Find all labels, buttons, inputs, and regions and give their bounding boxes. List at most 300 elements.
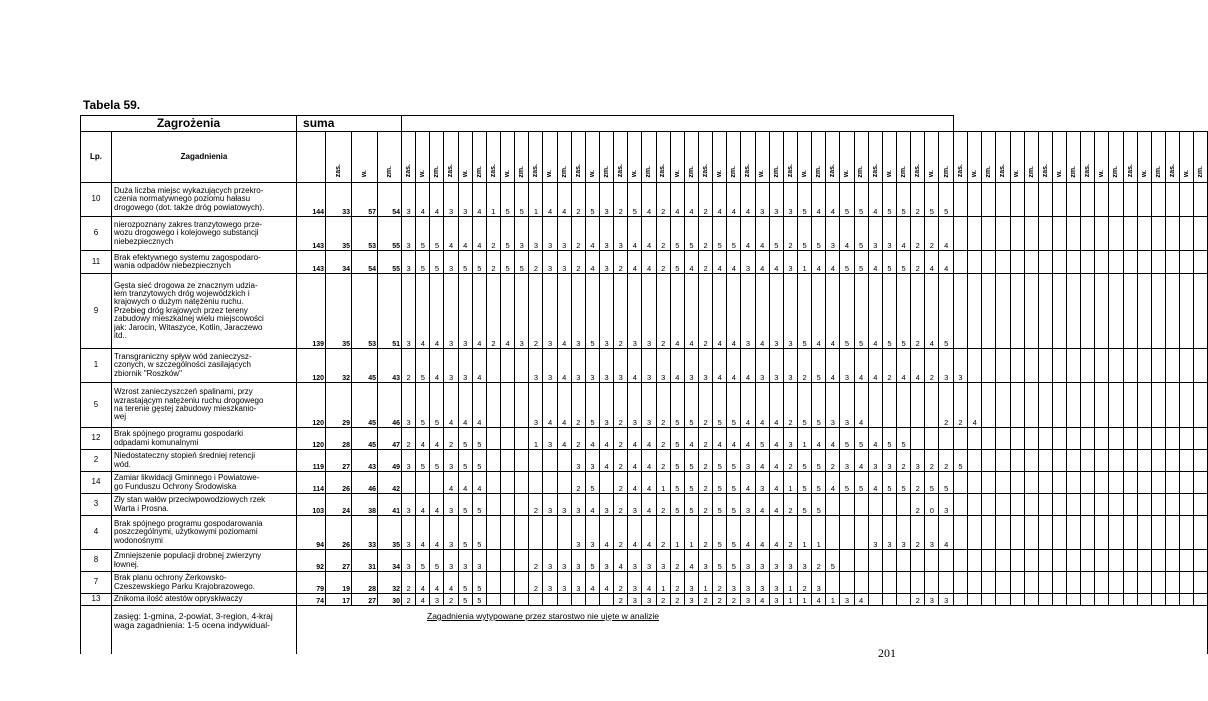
header-score-51-label: zas. [1126,164,1134,178]
row-score-27: 3 [783,550,797,572]
header-score-26-label: zm. [772,165,780,178]
row-score-6: 2 [486,274,500,349]
row-score-5: 5 [472,572,486,594]
row-text: Zły stan wałów przeciwpowodziowych rzek Warta i Prosna. [112,494,297,516]
row-score-3: 2 [444,594,458,606]
row-score-20: 4 [684,251,698,274]
row-score-18: 1 [656,572,670,594]
row-score-42 [996,472,1010,494]
row-score-24: 4 [741,428,755,450]
row-score-12: 2 [571,428,585,450]
row-score-5: 5 [472,516,486,550]
row-score-51 [1123,572,1137,594]
row-score-24: 4 [741,217,755,251]
row-score-47 [1067,251,1081,274]
row-score-12: 3 [571,516,585,550]
row-score-33: 3 [868,516,882,550]
row-score-34 [882,572,896,594]
row-suma-0: 120 [297,349,326,383]
row-score-51 [1123,349,1137,383]
header-score-40-label: w. [970,170,978,178]
row-text: Zamiar likwidacji Gminnego i Powiatowe- go Funduszu Ochrony Środowiska [112,472,297,494]
row-score-28: 5 [798,494,812,516]
row-score-18: 2 [656,428,670,450]
legend-zasieg: zasięg: 1-gmina, 2-powiat, 3-region, 4-kraj [114,611,273,621]
row-score-42 [996,383,1010,428]
header-score-34 [882,132,896,183]
header-blank [402,116,954,132]
row-score-30: 4 [826,251,840,274]
row-suma-2: 45 [352,383,378,428]
row-text: Znikoma ilość atestów opryskiwaczy [112,594,297,606]
row-score-44 [1024,251,1038,274]
row-score-32: 4 [854,594,868,606]
row-score-55 [1180,349,1194,383]
row-score-31 [840,494,854,516]
row-lp: 14 [81,472,112,494]
row-score-11: 3 [557,251,571,274]
row-score-8 [515,550,529,572]
row-score-29: 1 [812,516,826,550]
row-score-22: 4 [713,251,727,274]
row-score-30: 3 [826,217,840,251]
header-score-18-label: zas. [659,164,667,178]
row-score-39 [953,274,967,349]
row-score-29: 5 [812,472,826,494]
header-score-35-label: zm. [899,165,907,178]
header-suma-0 [326,132,352,183]
row-score-3: 4 [444,383,458,428]
header-score-45 [1038,132,1052,183]
row-score-51 [1123,383,1137,428]
row-score-49 [1095,349,1109,383]
row-score-19: 5 [670,217,684,251]
header-score-36 [911,132,925,183]
row-suma-2: 54 [352,251,378,274]
row-score-20: 1 [684,516,698,550]
row-score-13: 4 [585,494,599,516]
row-score-32: 5 [854,472,868,494]
row-score-8: 3 [515,217,529,251]
row-score-34: 5 [882,274,896,349]
row-score-41 [982,550,996,572]
row-score-15: 2 [614,516,628,550]
row-score-2: 4 [430,428,444,450]
legend-waga: waga zagadnienia: 1-5 ocena indywidual- [114,619,270,630]
row-score-43 [1010,594,1024,606]
row-score-16: 4 [628,251,642,274]
row-score-1: 5 [416,217,430,251]
row-score-1: 4 [416,274,430,349]
row-score-15: 2 [614,183,628,217]
row-score-53 [1151,251,1165,274]
row-score-3: 3 [444,349,458,383]
row-score-8 [515,428,529,450]
row-score-13: 3 [585,450,599,472]
row-score-28: 5 [798,217,812,251]
row-score-56 [1194,217,1208,251]
row-score-43 [1010,550,1024,572]
row-score-52 [1137,494,1151,516]
row-suma-1: 34 [326,251,352,274]
header-score-9-label: zas. [532,164,540,178]
row-score-53 [1151,472,1165,494]
row-score-49 [1095,274,1109,349]
row-score-7: 5 [501,251,515,274]
row-score-36: 2 [911,251,925,274]
row-score-7 [501,450,515,472]
row-score-11 [557,516,571,550]
header-score-6 [486,132,500,183]
row-score-15: 2 [614,428,628,450]
row-score-48 [1081,428,1095,450]
row-score-10: 3 [543,494,557,516]
row-score-21: 2 [699,428,713,450]
row-score-3: 3 [444,251,458,274]
row-score-6 [486,383,500,428]
row-score-53 [1151,217,1165,251]
row-score-52 [1137,349,1151,383]
row-score-5: 4 [472,383,486,428]
row-score-18: 3 [656,349,670,383]
header-score-15 [614,132,628,183]
row-score-40 [968,494,982,516]
row-score-17: 4 [642,217,656,251]
row-score-55 [1180,251,1194,274]
row-score-1: 4 [416,428,430,450]
row-score-34 [882,383,896,428]
row-score-11: 3 [557,217,571,251]
row-score-56 [1194,383,1208,428]
row-score-9 [529,450,543,472]
row-suma-1: 28 [326,428,352,450]
row-score-52 [1137,516,1151,550]
row-score-46 [1052,183,1066,217]
row-score-26: 4 [769,494,783,516]
row-suma-3: 34 [378,550,402,572]
row-score-49 [1095,183,1109,217]
header-score-36-label: zas. [914,164,922,178]
row-score-20: 4 [684,428,698,450]
row-score-38: 4 [939,217,954,251]
row-score-41 [982,217,996,251]
table-row [81,349,1208,383]
row-score-3: 2 [444,428,458,450]
header-score-7 [501,132,515,183]
row-score-48 [1081,251,1095,274]
row-score-36: 2 [911,217,925,251]
row-score-9: 2 [529,572,543,594]
row-score-1: 5 [416,450,430,472]
row-score-32 [854,572,868,594]
row-score-20: 4 [684,183,698,217]
row-score-39 [953,594,967,606]
row-score-56 [1194,494,1208,516]
row-score-52 [1137,383,1151,428]
row-score-12 [571,594,585,606]
row-score-11: 3 [557,572,571,594]
row-score-55 [1180,428,1194,450]
row-score-45 [1038,450,1052,472]
row-score-43 [1010,516,1024,550]
row-score-12: 2 [571,472,585,494]
row-score-39 [953,572,967,594]
row-score-44 [1024,594,1038,606]
header-score-42-label: zas. [999,164,1007,178]
row-score-36: 2 [911,183,925,217]
header-score-21-label: zas. [701,164,709,178]
row-score-2: 4 [430,516,444,550]
row-score-54 [1166,594,1180,606]
row-score-28: 2 [798,349,812,383]
row-score-54 [1166,494,1180,516]
header-score-19-label: w. [673,170,681,178]
row-score-37 [925,550,939,572]
row-score-34: 2 [882,349,896,383]
row-score-17: 3 [642,274,656,349]
table-row [81,494,1208,516]
row-score-50 [1109,516,1123,550]
row-score-26: 4 [769,251,783,274]
header-score-35 [896,132,910,183]
row-score-34: 5 [882,428,896,450]
row-score-24: 3 [741,550,755,572]
row-score-14: 3 [600,183,614,217]
row-score-23: 2 [727,594,741,606]
row-score-50 [1109,217,1123,251]
row-score-55 [1180,472,1194,494]
row-score-43 [1010,472,1024,494]
row-score-34: 5 [882,251,896,274]
row-score-48 [1081,450,1095,472]
row-score-4: 5 [458,494,472,516]
row-score-20: 3 [684,594,698,606]
row-score-30: 4 [826,274,840,349]
row-score-27: 3 [783,349,797,383]
row-score-13: 4 [585,217,599,251]
row-score-10: 3 [543,428,557,450]
row-score-21: 2 [699,594,713,606]
header-score-13-label: w. [588,170,596,178]
row-score-54 [1166,550,1180,572]
row-score-7 [501,383,515,428]
row-score-38: 5 [939,472,954,494]
row-score-31 [840,516,854,550]
header-score-31 [840,132,854,183]
row-score-41 [982,450,996,472]
row-score-42 [996,594,1010,606]
row-score-41 [982,274,996,349]
header-score-44-label: zm. [1027,165,1035,178]
row-score-19: 4 [670,349,684,383]
row-score-10 [543,450,557,472]
row-suma-1: 35 [326,217,352,251]
header-score-8-label: zm. [518,165,526,178]
row-score-6 [486,428,500,450]
row-score-37: 4 [925,251,939,274]
row-score-1 [416,472,430,494]
table-title: Tabela 59. [83,98,141,112]
row-score-24: 4 [741,349,755,383]
row-score-41 [982,516,996,550]
header-score-46-label: w. [1055,170,1063,178]
row-score-49 [1095,572,1109,594]
row-score-31: 3 [840,450,854,472]
row-score-37: 3 [925,516,939,550]
row-suma-0: 114 [297,472,326,494]
row-score-29: 5 [812,383,826,428]
row-score-13: 4 [585,428,599,450]
row-score-38: 5 [939,183,954,217]
row-score-6 [486,572,500,594]
header-score-55-label: w. [1183,170,1191,178]
row-score-7 [501,550,515,572]
threats-table [80,115,1208,654]
row-score-37: 4 [925,274,939,349]
row-score-43 [1010,428,1024,450]
row-score-44 [1024,274,1038,349]
row-score-0: 2 [402,594,416,606]
row-score-9 [529,516,543,550]
row-score-20: 5 [684,472,698,494]
row-score-29: 5 [812,450,826,472]
row-suma-0: 143 [297,251,326,274]
header-score-21 [699,132,713,183]
row-score-13: 5 [585,383,599,428]
header-lp: Lp. [81,132,112,183]
row-score-36 [911,428,925,450]
row-score-0: 3 [402,550,416,572]
header-score-32-label: zm. [857,165,865,178]
row-score-29: 4 [812,274,826,349]
row-score-0: 3 [402,274,416,349]
row-score-49 [1095,217,1109,251]
header-score-20-label: zm. [687,165,695,178]
row-score-40 [968,251,982,274]
header-score-26 [769,132,783,183]
row-score-30: 4 [826,183,840,217]
row-score-25: 4 [755,594,769,606]
row-score-56 [1194,550,1208,572]
row-score-10: 3 [543,251,557,274]
row-score-48 [1081,349,1095,383]
row-score-30 [826,516,840,550]
row-score-40 [968,183,982,217]
row-score-49 [1095,550,1109,572]
header-score-7-label: w. [503,170,511,178]
row-score-2: 4 [430,572,444,594]
header-score-0-label: zas. [404,164,412,178]
row-score-47 [1067,550,1081,572]
row-score-8 [515,594,529,606]
row-score-44 [1024,516,1038,550]
row-score-22: 2 [713,572,727,594]
row-score-2: 5 [430,383,444,428]
row-score-16: 3 [628,494,642,516]
row-score-25: 4 [755,217,769,251]
row-score-45 [1038,183,1052,217]
header-score-39 [953,132,967,183]
row-score-35: 4 [896,349,910,383]
row-score-21: 2 [699,450,713,472]
row-score-48 [1081,217,1095,251]
header-score-29 [812,132,826,183]
row-score-33: 4 [868,472,882,494]
header-score-12 [571,132,585,183]
row-suma-2: 57 [352,183,378,217]
row-score-52 [1137,183,1151,217]
row-score-3: 4 [444,472,458,494]
row-score-6 [486,472,500,494]
row-score-38 [939,572,954,594]
row-score-3: 4 [444,217,458,251]
row-score-12: 2 [571,183,585,217]
header-score-27-label: zas. [786,164,794,178]
row-score-26: 4 [769,428,783,450]
row-score-39: 5 [953,450,967,472]
header-score-20 [684,132,698,183]
row-score-55 [1180,274,1194,349]
row-score-31: 5 [840,251,854,274]
row-score-52 [1137,550,1151,572]
row-score-43 [1010,494,1024,516]
row-score-47 [1067,450,1081,472]
row-text: Duża liczba miejsc wykazujących przekro- czenia normatywnego poziomu hałasu drogowego (dot. także dróg powiatowych). [112,183,297,217]
row-score-54 [1166,428,1180,450]
row-score-37: 5 [925,183,939,217]
row-score-43 [1010,274,1024,349]
header-score-6-label: zas. [489,164,497,178]
header-score-39-label: zas. [956,164,964,178]
row-score-23: 5 [727,516,741,550]
row-suma-1: 35 [326,274,352,349]
row-score-28: 5 [798,183,812,217]
row-score-31: 5 [840,274,854,349]
row-score-4: 5 [458,251,472,274]
row-score-29: 4 [812,183,826,217]
row-score-26: 4 [769,450,783,472]
row-score-32: 4 [854,450,868,472]
row-score-47 [1067,594,1081,606]
row-score-43 [1010,349,1024,383]
header-score-22-label: w. [716,170,724,178]
header-score-34-label: w. [885,170,893,178]
row-score-37 [925,428,939,450]
row-score-28: 5 [798,472,812,494]
row-score-43 [1010,251,1024,274]
row-score-13: 5 [585,274,599,349]
row-score-54 [1166,472,1180,494]
row-score-0: 3 [402,217,416,251]
row-score-24: 4 [741,516,755,550]
header-suma-2-label: zm. [385,165,393,178]
row-suma-1: 33 [326,183,352,217]
header-score-28-label: w. [800,170,808,178]
row-score-47 [1067,274,1081,349]
row-score-4: 5 [458,450,472,472]
header-score-33 [868,132,882,183]
row-score-30: 1 [826,594,840,606]
row-score-19: 5 [670,494,684,516]
row-score-23: 4 [727,428,741,450]
row-score-42 [996,550,1010,572]
row-score-31: 3 [840,594,854,606]
header-score-55 [1180,132,1194,183]
row-score-53 [1151,274,1165,349]
row-score-17: 4 [642,494,656,516]
header-score-3-label: zas. [447,164,455,178]
row-score-26: 4 [769,383,783,428]
